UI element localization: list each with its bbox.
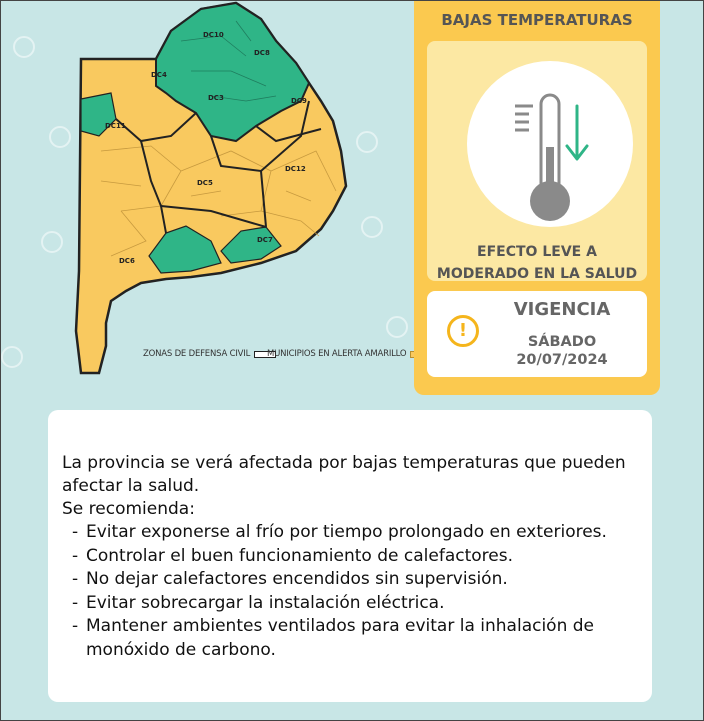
intro-line-2: afectar la salud. [62,476,200,496]
validity-title: VIGENCIA [513,299,611,320]
list-item: - Controlar el buen funcionamiento de calefactores. [72,545,647,569]
recommendations-card [48,410,652,702]
watermark-icon [41,231,63,253]
list-item: - Evitar sobrecargar la instalación eléctrica. [72,592,647,616]
legend-zones [143,349,276,359]
legend-municipalities-label: MUNICIPIOS EN ALERTA AMARILLO [267,349,407,359]
validity-date-value: 20/07/2024 [516,352,608,368]
label-dc5: DC5 [197,179,213,187]
validity-date [477,333,647,369]
recommend-heading: Se recomienda: [62,499,195,519]
effect-text [427,241,647,285]
label-dc8: DC8 [254,49,270,57]
intro-line-1: La provincia se verá afectada por bajas temperaturas que pueden [62,453,626,473]
exclamation-icon: ! [447,315,479,347]
label-dc9: DC9 [291,97,307,105]
province-map [71,1,416,396]
label-dc12: DC12 [285,165,306,173]
alert-panel [414,1,660,395]
thermometer-down-icon [467,61,633,227]
thermometer-circle [467,61,633,227]
watermark-icon [13,36,35,58]
label-dc3: DC3 [208,94,224,102]
list-item: - Mantener ambientes ventilados para evitar la inhalación de monóxido de carbono. [72,615,647,662]
label-dc11: DC11 [105,122,126,130]
label-dc7: DC7 [257,236,273,244]
label-dc10: DC10 [203,31,224,39]
label-dc4: DC4 [151,71,167,79]
intro-text [62,452,652,521]
alert-title: BAJAS TEMPERATURAS [441,11,633,29]
effect-line-2: MODERADO EN LA SALUD [436,266,638,282]
legend-municipalities [267,349,432,359]
list-item: - No dejar calefactores encendidos sin supervisión. [72,568,647,592]
list-item: - Evitar exponerse al frío por tiempo prolongado en exteriores. [72,521,647,545]
validity-day: SÁBADO [527,334,597,350]
alert-effect-card [427,41,647,281]
label-dc6: DC6 [119,257,135,265]
recommendations-list [72,521,647,662]
validity-card [427,291,647,377]
effect-line-1: EFECTO LEVE A [477,244,597,260]
watermark-icon [49,126,71,148]
watermark-icon [1,346,23,368]
legend-zones-label: ZONAS DE DEFENSA CIVIL [143,349,251,359]
